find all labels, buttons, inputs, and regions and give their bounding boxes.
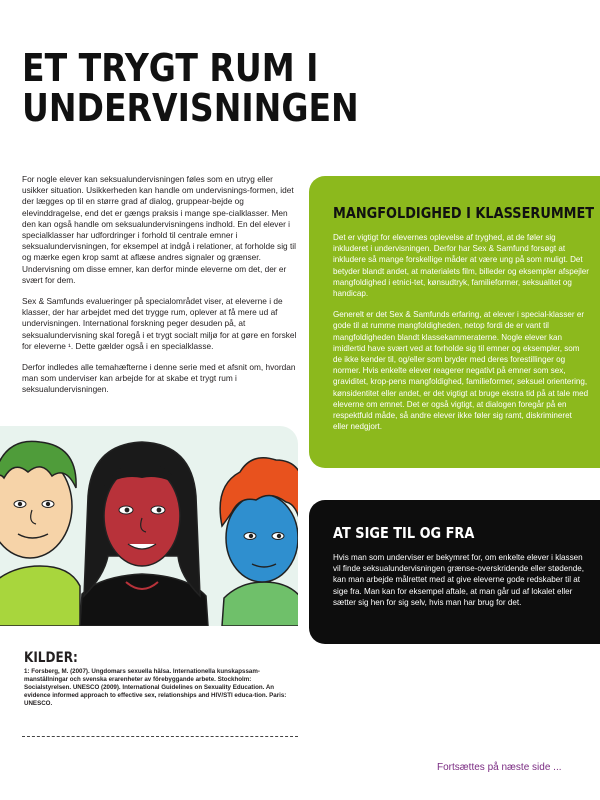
students-illustration-svg — [0, 426, 298, 626]
page-title: ET TRYGT RUM I UNDERVISNINGEN — [22, 46, 359, 130]
diversity-box — [309, 176, 600, 468]
diversity-paragraph: Det er vigtigt for elevernes oplevelse af tryghed, at de føler sig inkluderet i undervisningen. Derfor har Sex & Samfund forsøgt at inkludere så mange forskellige måder at være ung på som muligt. Det betyder blandt andet, at materialets film, billeder og eksempler afspejler mangfoldighed i etnici-tet, kønsudtryk, familieformer, seksualitet og handicap. — [333, 233, 589, 299]
diversity-text — [333, 232, 589, 442]
sources-section — [24, 650, 296, 708]
intro-paragraph: Derfor indledes alle temahæfterne i denne serie med et afsnit om, hvordan man som underviser kan arbejde for at skabe et trygt rum i seksualundervisningen. — [22, 362, 296, 395]
diversity-heading: MANGFOLDIGHED I KLASSERUMMET — [333, 204, 595, 222]
intro-paragraph: Sex & Samfunds evalueringer på specialområdet viser, at eleverne i de klasser, der har arbejdet med det trygge rum, oplever at få mere ud af undervisningen. International forskning peger desuden på, at seksualundervisning skal foregå i et trygt socialt miljø for at gøre en forskel for eleverne ¹. Dette gælder også i en specialklasse. — [22, 296, 297, 351]
sources-text: 1: Forsberg, M. (2007). Ungdomars sexuella hälsa. Internationella kunskapssam-manställningar och svenska erarenheter av förebyggande arbete. Stockholm: Socialstyrelsen. UNESCO (2009). International Guidelines on Sexuality Education. An evidence informed approach to effective sex, relationships and HIV/STI educa-tion. Paris: UNESCO. — [24, 668, 287, 707]
students-illustration — [0, 426, 298, 626]
boundaries-text — [333, 552, 591, 618]
dashed-divider — [22, 736, 298, 737]
student-left-figure — [0, 441, 80, 626]
student-right-figure — [220, 458, 298, 626]
boundaries-box — [309, 500, 600, 644]
intro-paragraph: For nogle elever kan seksualundervisningen føles som en utryg eller usikker situation. Usikkerheden kan handle om undervisnings-formen, idet der lægges op til en større grad af dialog, gruppear-bejde og elevinddragelse, end det er gængs praksis i mange spe-cialklasser. Men den kan også handle om seksualundervisningens indhold. En del elever i specialklasser har udfordringer i forhold til centrale emner i seksualundervisningen, for eksempel at indgå i relationer, at forholde sig til og mærke egen krop samt at aflæse andres signaler og grænser. Undervisning om disse emner, kan derfor minde eleverne om det, der er svært for dem. — [22, 174, 296, 285]
intro-text — [22, 174, 300, 406]
boundaries-paragraph: Hvis man som underviser er bekymret for, om enkelte elever i klassen vil finde seksualundervisningen grænse-overskridende eller stødende, kan man arbejde målrettet med at give eleverne gode redskaber til at sige fra. Man kan for eksempel aftale, at man går ud af lokalet eller sætter sig hen for sig selv, hvis man har brug for det. — [333, 553, 585, 607]
continued-link[interactable]: Fortsættes på næste side ... — [437, 762, 562, 773]
sources-heading: KILDER: — [24, 650, 78, 666]
diversity-paragraph: Generelt er det Sex & Samfunds erfaring, at elever i special-klasser er gode til at rumme mangfoldigheden, netop fordi de er vant til mangfoldigheden blandt klassekammeraterne. Nogle elever kan imidlertid have svært ved at forholde sig til emner og eksempler, som de ikke kender til, og/eller som bryder med deres forestillinger og normer. Hvis enkelte elever reagerer negativt på emner som sex, graviditet, krop-pens mangfoldighed, familieformer, seksuel orientering, kønsidentitet eller andet, er det vigtigt at bruge ekstra tid på at tale med eleverne om emnet. Det er også vigtigt, at dialogen foregår på en respektfuld måde, så andre elever ikke føler sig ramt, diskrimineret eller nedgjort. — [333, 310, 589, 432]
student-middle-figure — [80, 442, 208, 626]
boundaries-heading: AT SIGE TIL OG FRA — [333, 524, 475, 542]
